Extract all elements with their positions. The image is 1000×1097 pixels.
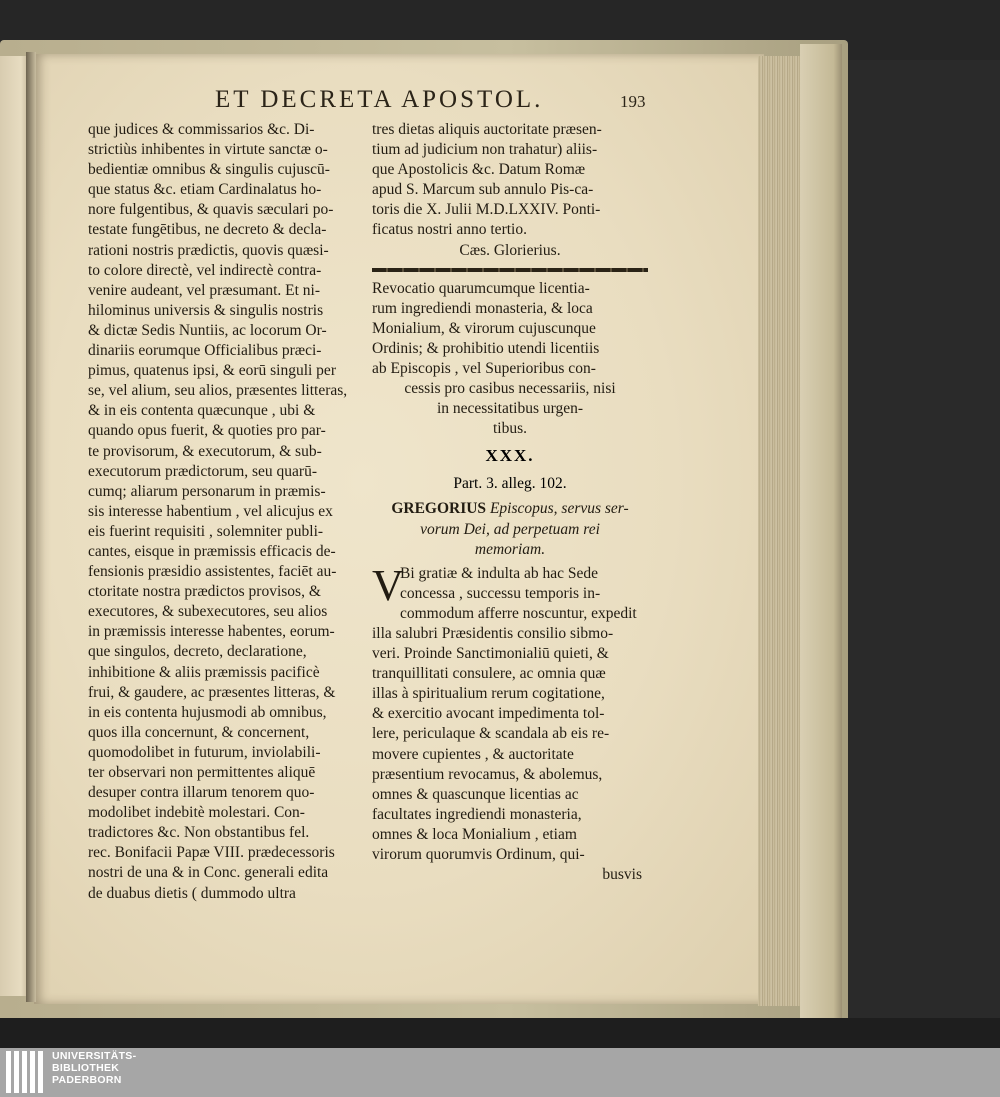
- text-line: sis interesse habentium , vel alicujus ex: [88, 502, 333, 520]
- text-line: nore fulgentibus, & quavis sæculari po-: [88, 201, 334, 219]
- signature: Cæs. Glorierius.: [459, 241, 561, 259]
- body-line: veri. Proinde Sanctimonialiū quieti, &: [372, 645, 609, 663]
- text-line: te provisorum, & executorum, & sub-: [88, 442, 322, 460]
- text-line: de duabus dietis ( dummodo ultra: [88, 884, 296, 902]
- logo-bar: [30, 1051, 35, 1093]
- drop-cap: V: [372, 560, 404, 610]
- page-edges: [758, 56, 802, 1006]
- book-gutter: [26, 52, 36, 1002]
- logo-bar: [14, 1051, 19, 1093]
- body-opening: [372, 560, 648, 610]
- text-line: executores, & subexecutores, seu alios: [88, 603, 328, 621]
- body-line: concessa , successu temporis in-: [400, 584, 601, 602]
- summary-line: Ordinis; & prohibitio utendi licentiis: [372, 339, 600, 357]
- text-line: ter observari non permittentes aliquē: [88, 764, 316, 781]
- cover-edge: [800, 44, 842, 1022]
- logo-bar: [22, 1051, 27, 1093]
- previous-document-end: [372, 120, 648, 241]
- left-column: [88, 120, 366, 904]
- library-name-line: UNIVERSITÄTS-: [52, 1050, 137, 1062]
- logo-bar: [38, 1051, 43, 1093]
- text-line: bedientiæ omnibus & singulis cujuscū-: [88, 161, 330, 179]
- document-summary: [372, 279, 648, 440]
- library-name-line: PADERBORN: [52, 1074, 122, 1086]
- text-line: rationi nostris prædictis, quovis quæsi-: [88, 241, 329, 259]
- body-line: facultates ingrediendi monasteria,: [372, 805, 582, 823]
- text-line: nostri de una & in Conc. generali edita: [88, 864, 329, 882]
- address-text: memoriam.: [474, 540, 546, 558]
- text-line: que Apostolicis &c. Datum Romæ: [372, 161, 586, 179]
- text-line: apud S. Marcum sub annulo Pis-ca-: [372, 181, 594, 199]
- summary-line: in necessitatibus urgen-: [436, 400, 584, 418]
- summary-line: rum ingrediendi monasteria, & loca: [372, 299, 593, 317]
- text-line: quando opus fuerit, & quoties pro par-: [88, 422, 326, 440]
- text-line: frui, & gaudere, ac præsentes litteras, &: [88, 683, 336, 701]
- body-line: commodum afferre noscuntur, expedit: [400, 604, 637, 622]
- library-logo-text: [52, 1050, 172, 1086]
- body-line: & exercitio avocant impedimenta tol-: [372, 705, 605, 723]
- body-line: illas à spiritualium rerum cogitatione,: [372, 685, 605, 703]
- catchword: busvis: [602, 866, 642, 884]
- address-line: [372, 499, 648, 519]
- page-number: 193: [620, 92, 646, 111]
- body-line: omnes & loca Monialium , etiam: [372, 825, 577, 843]
- text-line: que singulos, decreto, declaratione,: [88, 643, 307, 661]
- body-line: movere cupientes , & auctoritate: [372, 745, 574, 763]
- body-text: [372, 604, 648, 865]
- pope-name: GREGORIUS: [391, 500, 487, 518]
- text-line: testate fungētibus, ne decreto & decla-: [88, 221, 327, 239]
- bottom-shadow: [0, 1018, 1000, 1048]
- library-logo-icon: [6, 1051, 50, 1093]
- logo-bar: [6, 1051, 11, 1093]
- body-line: virorum quorumvis Ordinum, qui-: [372, 846, 585, 863]
- body-line: illa salubri Præsidentis consilio sibmo-: [372, 624, 614, 642]
- text-line: tium ad judicium non trahatur) aliis-: [372, 141, 598, 159]
- body-line: præsentium revocamus, & abolemus,: [372, 765, 603, 783]
- running-head: ET DECRETA APOSTOL.: [215, 86, 544, 113]
- text-line: cantes, eisque in præmissis efficacis de-: [88, 542, 336, 560]
- body-first-lines: [372, 560, 648, 610]
- text-line: & dictæ Sedis Nuntiis, ac locorum Or-: [88, 321, 327, 339]
- address-text: vorum Dei, ad perpetuam rei: [420, 520, 600, 538]
- text-line: modolibet indebitè molestari. Con-: [88, 804, 305, 822]
- summary-line: Revocatio quarumcumque licentia-: [372, 279, 590, 297]
- text-line: cumq; aliarum personarum in præmis-: [88, 482, 326, 500]
- text-line: tres dietas aliquis auctoritate præsen-: [372, 121, 602, 138]
- summary-line: Monialium, & virorum cujuscunque: [372, 319, 596, 337]
- library-name-line: BIBLIOTHEK: [52, 1062, 120, 1074]
- text-line: dinariis eorumque Officialibus præci-: [88, 342, 322, 360]
- text-line: & in eis contenta quæcunque , ubi &: [88, 402, 316, 420]
- text-line: que status &c. etiam Cardinalatus ho-: [88, 181, 322, 199]
- allegation-reference: Part. 3. alleg. 102.: [453, 475, 567, 493]
- text-line: hilominus universis & singulis nostris: [88, 301, 324, 319]
- body-line: omnes & quascunque licentias ac: [372, 785, 579, 803]
- text-line: pimus, quatenus ipsi, & eorū singuli per: [88, 362, 336, 380]
- text-line: strictiùs inhibentes in virtute sanctæ o-: [88, 141, 328, 159]
- summary-line: cessis pro casibus necessariis, nisi: [404, 380, 616, 398]
- text-line: quos illa concernunt, & concernent,: [88, 723, 310, 741]
- text-line: eis fuerint requisiti , solemniter publi-: [88, 522, 324, 540]
- text-line: toris die X. Julii M.D.LXXIV. Ponti-: [372, 201, 601, 219]
- text-line: ctoritate nostra prædictos provisos, &: [88, 583, 321, 601]
- papal-address: [372, 499, 648, 559]
- text-line: quomodolibet in futurum, inviolabili-: [88, 743, 321, 761]
- text-line: ficatus nostri anno tertio.: [372, 221, 527, 239]
- summary-line: tibus.: [492, 420, 528, 438]
- body-line: Bi gratiæ & indulta ab hac Sede: [400, 564, 599, 582]
- section-rule: [372, 268, 648, 272]
- text-line: que judices & commissarios &c. Di-: [88, 121, 315, 138]
- address-line: [372, 520, 648, 540]
- body-line: tranquillitati consulere, ac omnia quæ: [372, 665, 606, 683]
- text-line: tradictores &c. Non obstantibus fel.: [88, 824, 310, 842]
- text-line: fensionis præsidio assistentes, faciēt au-: [88, 563, 337, 581]
- summary-line: ab Episcopis , vel Superioribus con-: [372, 360, 596, 378]
- body-line: lere, periculaque & scandala ab eis re-: [372, 725, 610, 743]
- text-line: to colore directè, vel indirectè contra-: [88, 261, 322, 279]
- text-line: venire audeant, vel præsumant. Et ni-: [88, 281, 321, 299]
- address-line: [372, 540, 648, 560]
- text-line: executorum prædictorum, seu quarū-: [88, 462, 317, 480]
- text-line: in præmissis interesse habentes, eorum-: [88, 623, 335, 641]
- address-text: Episcopus, servus ser-: [486, 500, 629, 518]
- text-line: desuper contra illarum tenorem quo-: [88, 784, 315, 802]
- text-line: in eis contenta hujusmodi ab omnibus,: [88, 703, 327, 721]
- text-line: inhibitione & aliis præmissis pacificè: [88, 663, 320, 681]
- section-number: XXX.: [485, 446, 535, 466]
- text-line: rec. Bonifacii Papæ VIII. prædecessoris: [88, 844, 335, 862]
- right-column: [372, 120, 648, 885]
- text-line: se, vel alium, seu alios, præsentes litteras,: [88, 382, 348, 400]
